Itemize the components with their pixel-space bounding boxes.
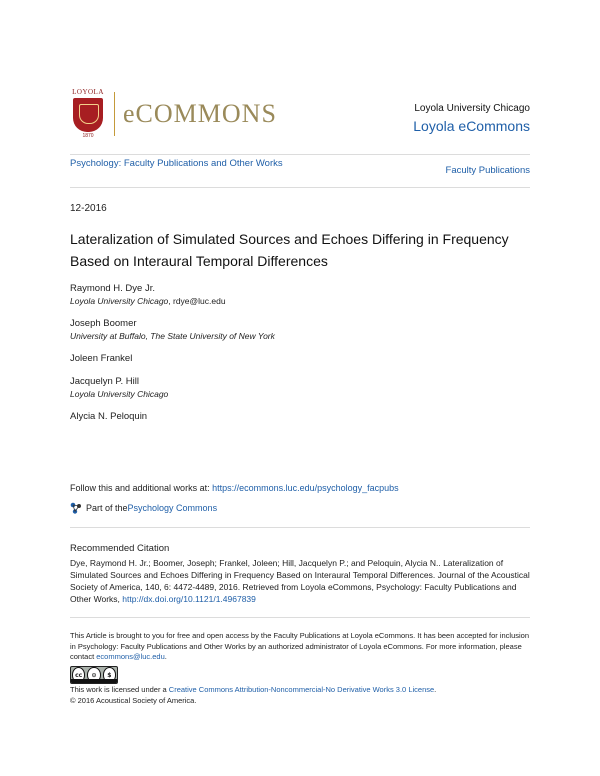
author-name: Joleen Frankel [70,353,133,364]
follow-prefix: Follow this and additional works at: [70,483,213,493]
author-affiliation: Loyola University Chicago [70,389,169,399]
contact-email-link[interactable]: ecommons@luc.edu [96,652,165,661]
copyright-line: © 2016 Acoustical Society of America. [70,696,197,705]
institution-block [413,103,530,134]
license-statement: This work is licensed under a Creative Commons Attribution-Noncommercial-No Derivative Works 3.0 License. © 2016 Acoustical Society of America. [70,684,530,706]
seal-shield [73,98,103,132]
cc-circle: cc [72,667,85,683]
nc-circle: $ [103,667,116,683]
collection-link[interactable]: Psychology: Faculty Publications and Other Works [70,158,283,169]
faculty-publications-link[interactable]: Faculty Publications [445,165,530,176]
ecommons-wordmark: eCOMMONS [123,99,277,128]
author-email[interactable]: , rdye@luc.edu [168,296,226,306]
network-icon [70,502,82,514]
institution-name: Loyola University Chicago [414,103,530,114]
publication-date: 12-2016 [70,203,107,214]
seal-year: 1870 [82,133,94,139]
author-item [70,283,510,307]
author-affiliation: University at Buffalo, The State University of New York [70,331,275,341]
access-statement: This Article is brought to you for free and open access by the Faculty Publications at Loyola eCommons. It has been accepted for inclusion in Psychology: Faculty Publications and Other Works by an authorized administrator of Loyola eCommons. For more information, please contact ecommons@luc.edu. [70,631,530,661]
author-item [70,411,510,423]
psychology-commons-link[interactable]: Psychology Commons [127,503,218,513]
part-of-line [70,502,217,514]
creative-commons-badge-icon[interactable] [70,666,118,684]
article-title: Lateralization of Simulated Sources and Echoes Differing in Frequency Based on Interaural Temporal Differences [70,231,509,269]
collection-nav [70,154,530,188]
license-link[interactable]: Creative Commons Attribution-Noncommercial-No Derivative Works 3.0 License [168,685,435,694]
logo-divider [114,92,115,136]
by-circle: ⊙ [87,667,100,683]
divider [70,527,530,528]
citation-text: Dye, Raymond H. Jr.; Boomer, Joseph; Frankel, Joleen; Hill, Jacquelyn P.; and Peloquin, Alycia N.. Lateralization of Simulated Sources and Echoes Differing in Frequency Based on Interaural Temporal Differences. Journal of the Acoustical Society of America, 140, 6: 4472-4489, 2016. Retrieved from Loyola eCommons, Psychology: Faculty Publications and Other Works, http://dx.doi.org/10.1121/1.4967839 [70,558,530,604]
author-item [70,376,510,400]
part-of-prefix: Part of the [86,503,128,513]
repository-link[interactable]: Loyola eCommons [413,118,530,134]
ecommons-logo[interactable] [70,88,277,140]
divider [70,617,530,618]
badge-bar [71,679,117,683]
author-name: Raymond H. Dye Jr. [70,283,155,294]
seal-word: LOYOLA [72,88,104,96]
doi-link[interactable]: http://dx.doi.org/10.1121/1.4967839 [122,594,256,604]
author-list [70,283,510,434]
author-name: Joseph Boomer [70,318,137,329]
citation-heading: Recommended Citation [70,543,170,554]
author-name: Jacquelyn P. Hill [70,376,140,387]
author-item [70,353,510,365]
author-affiliation: Loyola University Chicago, rdye@luc.edu [70,296,226,306]
author-name: Alycia N. Peloquin [70,411,148,422]
author-item [70,318,510,342]
follow-line [70,483,399,493]
follow-url-link[interactable]: https://ecommons.luc.edu/psychology_facpubs [212,483,399,493]
page-header [70,88,530,140]
loyola-seal-icon [70,88,106,140]
